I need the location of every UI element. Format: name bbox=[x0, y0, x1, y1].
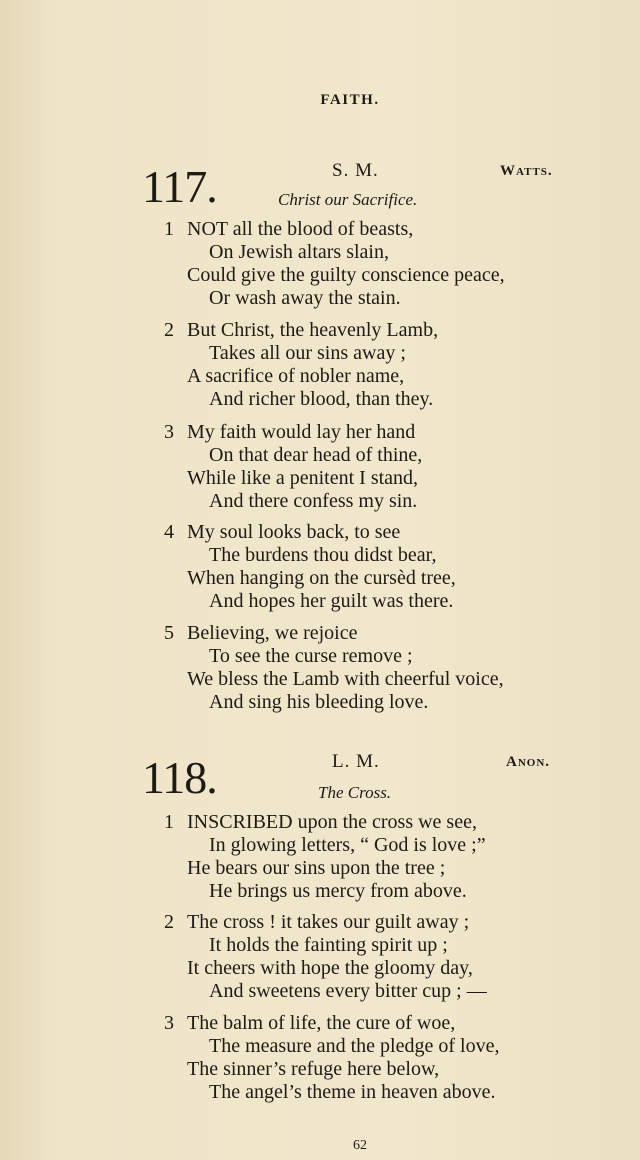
hymn-subtitle: Christ our Sacrifice. bbox=[278, 190, 418, 209]
verse-line: When hanging on the cursèd tree, bbox=[187, 567, 456, 589]
verse-line: And there confess my sin. bbox=[209, 490, 418, 512]
verse-line: The measure and the pledge of love, bbox=[209, 1035, 500, 1057]
verse-line: While like a penitent I stand, bbox=[187, 467, 419, 489]
verse-line: In glowing letters, “ God is love ;” bbox=[209, 834, 486, 856]
verse-line: And sweetens every bitter cup ; — bbox=[209, 980, 487, 1002]
hymn-meter: S. M. bbox=[332, 160, 379, 181]
verse-line: To see the curse remove ; bbox=[209, 645, 413, 667]
verse-line: Believing, we rejoice bbox=[187, 622, 358, 644]
verse-line: Takes all our sins away ; bbox=[209, 342, 406, 364]
verse-line: And hopes her guilt was there. bbox=[209, 590, 454, 612]
verse-number: 3 bbox=[164, 1012, 174, 1034]
verse-number: 2 bbox=[164, 911, 174, 933]
verse-line: The balm of life, the cure of woe, bbox=[187, 1012, 456, 1034]
verse-line: And richer blood, than they. bbox=[209, 388, 434, 410]
verse-line: INSCRIBED upon the cross we see, bbox=[187, 811, 477, 833]
hymn-author: Anon. bbox=[506, 754, 551, 770]
verse-line: It cheers with hope the gloomy day, bbox=[187, 957, 473, 979]
verse-line: But Christ, the heavenly Lamb, bbox=[187, 319, 439, 341]
verse-line: Could give the guilty conscience peace, bbox=[187, 264, 505, 286]
verse-number: 1 bbox=[164, 218, 174, 240]
hymn-number: 117. bbox=[142, 161, 217, 212]
verse-number: 2 bbox=[164, 319, 174, 341]
section-title: FAITH. bbox=[320, 92, 380, 108]
hymn-author: Watts. bbox=[500, 163, 553, 179]
verse-number: 4 bbox=[164, 521, 174, 543]
verse-line: NOT all the blood of beasts, bbox=[187, 218, 414, 240]
verse-line: Or wash away the stain. bbox=[209, 287, 401, 309]
hymn-number: 118. bbox=[142, 752, 217, 803]
hymn-meter: L. M. bbox=[332, 751, 380, 772]
verse-line: My faith would lay her hand bbox=[187, 421, 416, 443]
verse-number: 5 bbox=[164, 622, 174, 644]
verse-line: On Jewish altars slain, bbox=[209, 241, 389, 263]
verse-line: It holds the fainting spirit up ; bbox=[209, 934, 448, 956]
verse-line: And sing his bleeding love. bbox=[209, 691, 429, 713]
verse-line: The burdens thou didst bear, bbox=[209, 544, 437, 566]
verse-line: My soul looks back, to see bbox=[187, 521, 401, 543]
page-number: 62 bbox=[353, 1138, 367, 1153]
verse-line: On that dear head of thine, bbox=[209, 444, 423, 466]
verse-line: The sinner’s refuge here below, bbox=[187, 1058, 440, 1080]
verse-line: A sacrifice of nobler name, bbox=[187, 365, 405, 387]
verse-number: 3 bbox=[164, 421, 174, 443]
verse-line: The cross ! it takes our guilt away ; bbox=[187, 911, 470, 933]
verse-line: He brings us mercy from above. bbox=[209, 880, 467, 902]
hymn-subtitle: The Cross. bbox=[318, 783, 392, 802]
verse-line: He bears our sins upon the tree ; bbox=[187, 857, 446, 879]
verse-line: The angel’s theme in heaven above. bbox=[209, 1081, 496, 1103]
verse-number: 1 bbox=[164, 811, 174, 833]
verse-line: We bless the Lamb with cheerful voice, bbox=[187, 668, 504, 690]
